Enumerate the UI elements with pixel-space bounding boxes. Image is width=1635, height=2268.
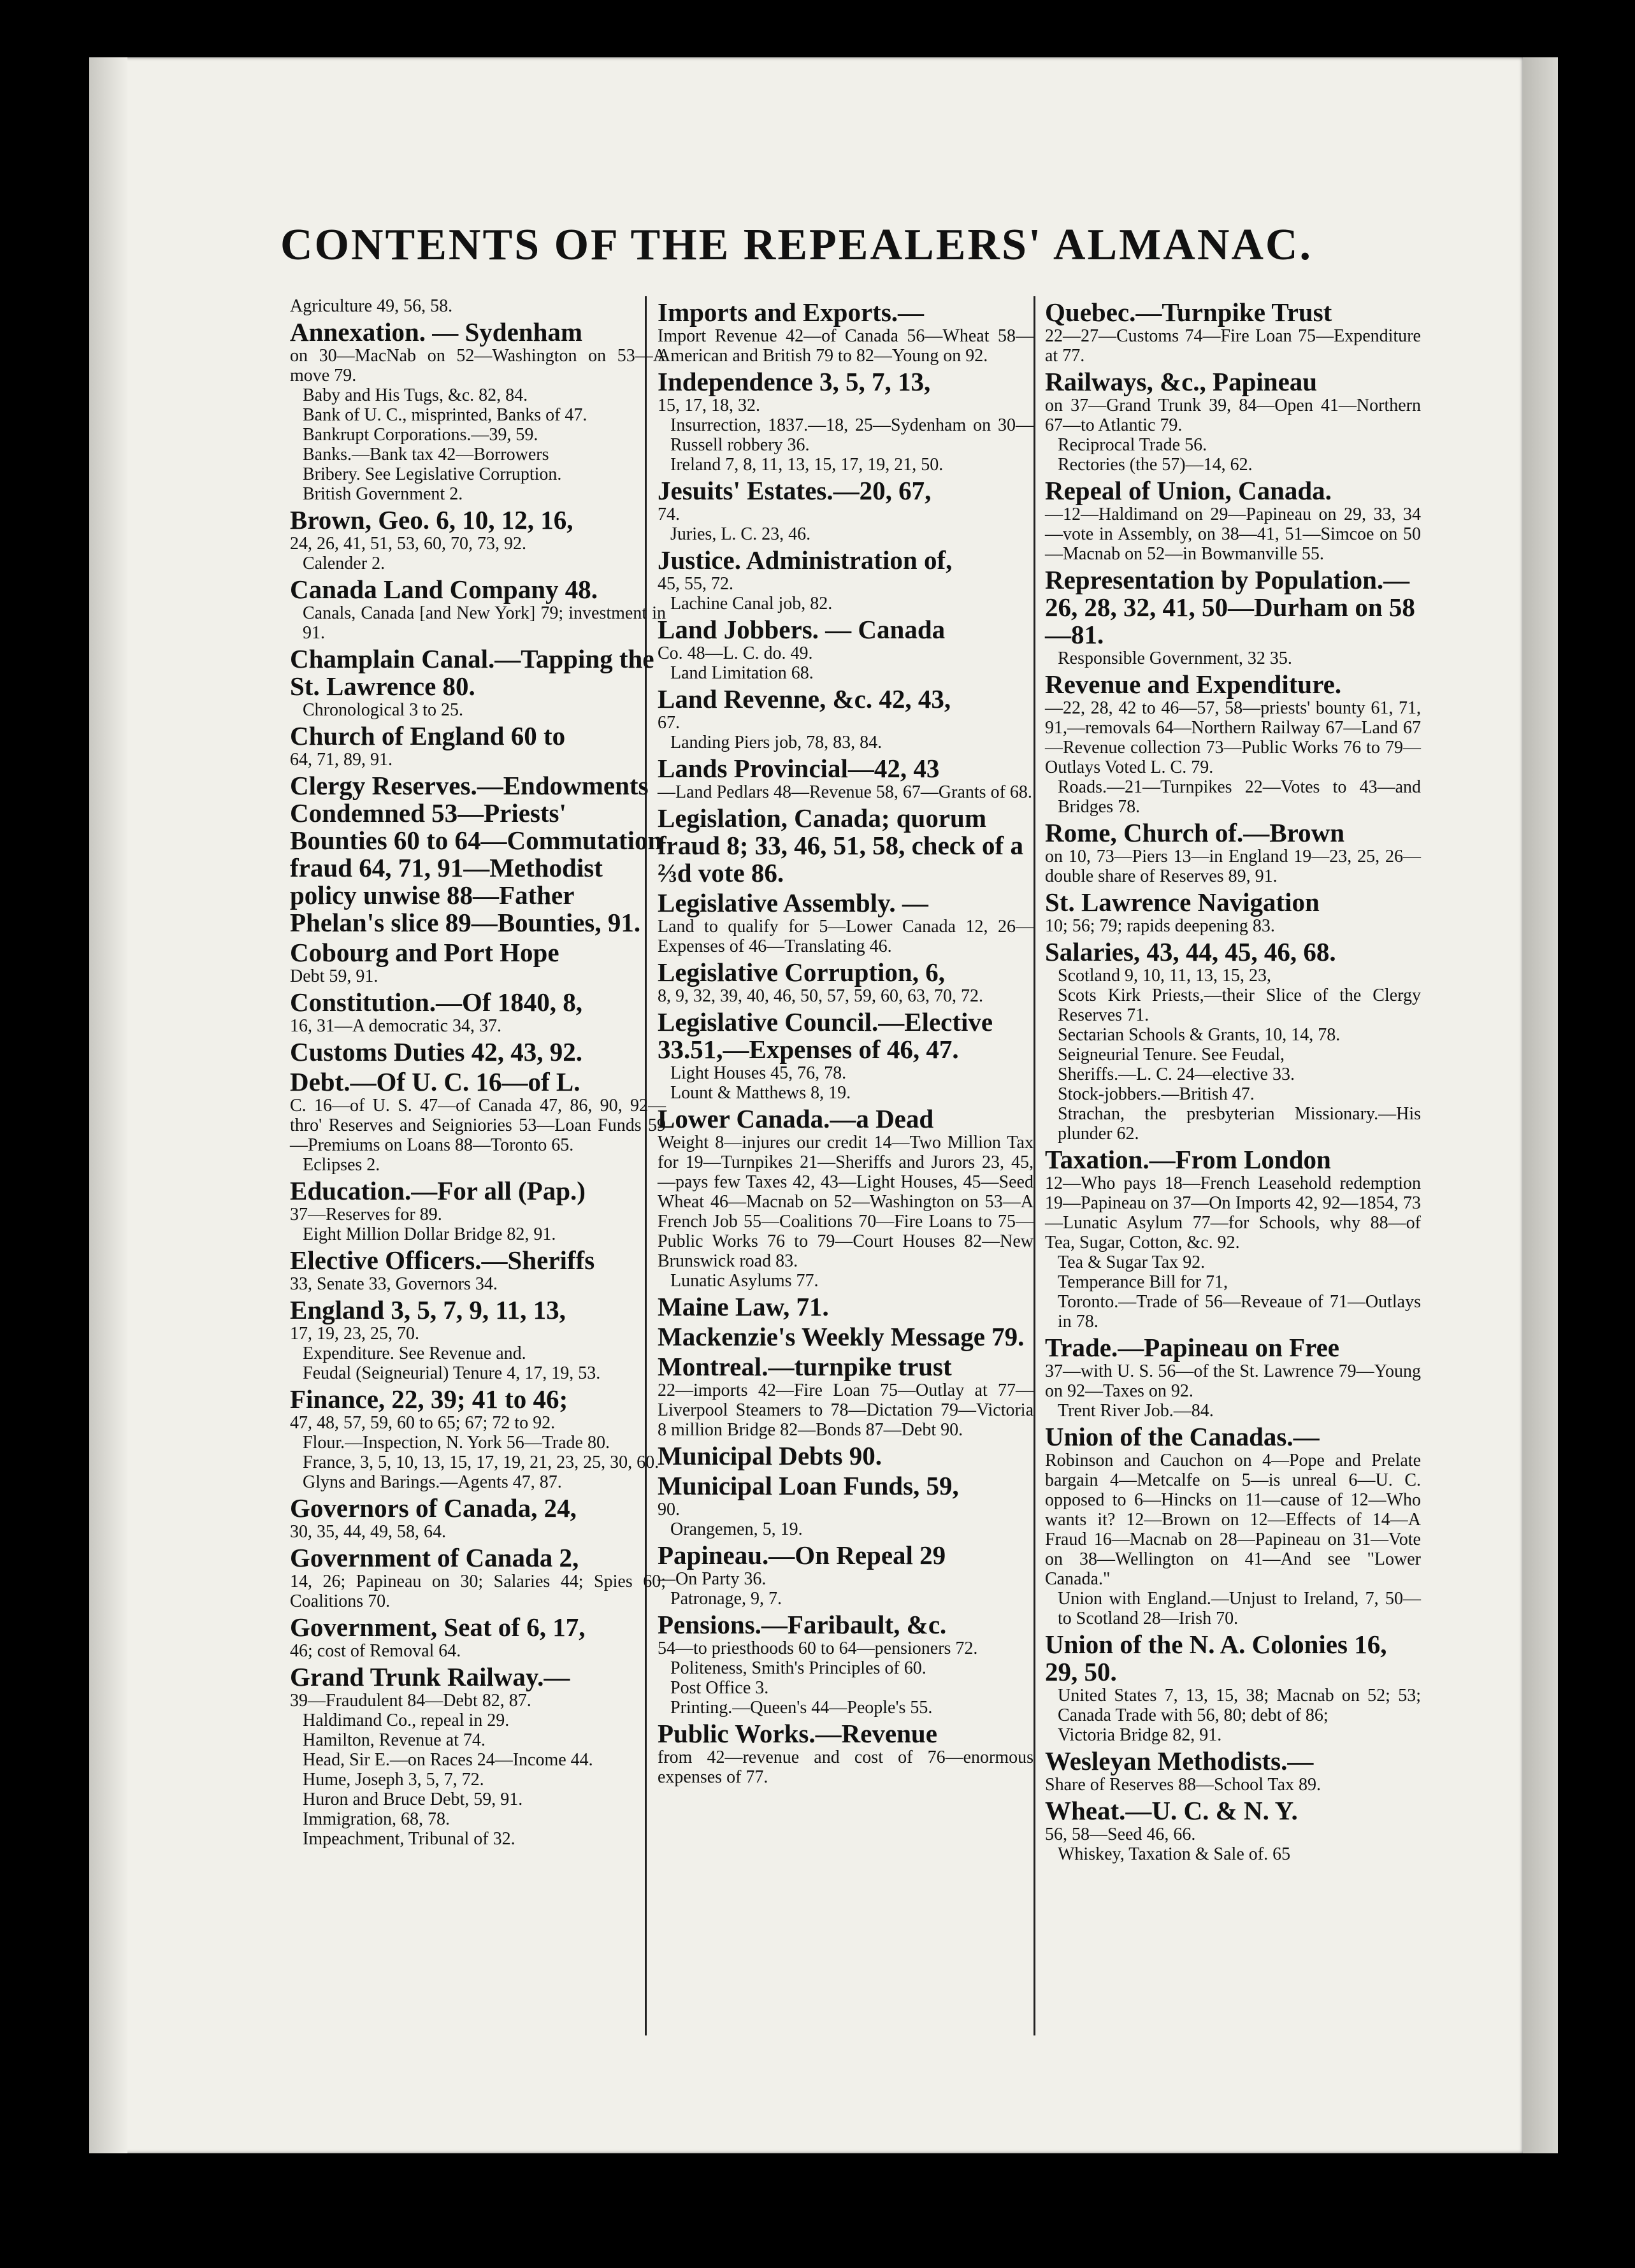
index-entry: 17, 19, 23, 25, 70. [290, 1324, 419, 1344]
index-heading: Representation by Population.—26, 28, 32, 41, 50—Durham on 58—81. [1045, 565, 1415, 649]
index-entry: C. 16—of U. S. 47—of Canada 47, 86, 90, 92—thro' Reserves and Seigniories 53—Loan Funds 59—Premiums on Loans 88—Toronto 65. [290, 1096, 666, 1155]
index-heading: Salaries, 43, 44, 45, 46, 68. [1045, 937, 1336, 966]
index-heading: Independence 3, 5, 7, 13, [658, 367, 931, 396]
index-entry: 67. [658, 713, 680, 733]
index-entry: Head, Sir E.—on Races 24—Income 44. [303, 1750, 593, 1770]
index-heading: Grand Trunk Railway.— [290, 1662, 570, 1691]
facing-page-edge [1523, 57, 1558, 2153]
index-heading: Cobourg and Port Hope [290, 938, 559, 967]
index-entry: Bank of U. C., misprinted, Banks of 47. [303, 405, 587, 425]
index-heading: Brown, Geo. 6, 10, 12, 16, [290, 505, 573, 535]
index-entry: Canals, Canada [and New York] 79; investment in 91. [303, 603, 666, 643]
index-entry: 45, 55, 72. [658, 574, 733, 594]
index-entry: —12—Haldimand on 29—Papineau on 29, 33, 34—vote in Assembly, on 38—41, 51—Simcoe on 50—Macnab on 52—in Bowmanville 55. [1045, 505, 1421, 564]
index-heading: Justice. Administration of, [658, 545, 953, 575]
index-heading: Jesuits' Estates.—20, 67, [658, 476, 932, 505]
index-heading: Railways, &c., Papineau [1045, 367, 1318, 396]
index-entry: Co. 48—L. C. do. 49. [658, 643, 813, 663]
index-heading: Wheat.—U. C. & N. Y. [1045, 1796, 1298, 1825]
index-heading: Legislation, Canada; quorum fraud 8; 33, 46, 51, 58, check of a ⅔d vote 86. [658, 803, 1023, 887]
index-entry: Expenditure. See Revenue and. [303, 1344, 526, 1363]
index-entry: Printing.—Queen's 44—People's 55. [670, 1698, 933, 1718]
index-entry: British Government 2. [303, 484, 463, 504]
index-entry: Lount & Matthews 8, 19. [670, 1083, 851, 1103]
index-entry: 56, 58—Seed 46, 66. [1045, 1825, 1196, 1844]
index-entry: Trent River Job.—84. [1058, 1401, 1214, 1421]
index-entry: Scotland 9, 10, 11, 13, 15, 23, [1058, 966, 1271, 986]
index-entry: Whiskey, Taxation & Sale of. 65 [1058, 1844, 1291, 1864]
index-entry: Robinson and Cauchon on 4—Pope and Prelate bargain 4—Metcalfe on 5—is unreal 6—U. C. opposed to 6—Hincks on 11—cause of 12—Who wants it? 12—Brown on 12—Effects of 14—A Fraud 16—Macnab on 28—Papineau on 31—Vote on 38—Wellington on 41—And see "Lower Canada." [1045, 1451, 1421, 1589]
index-entry: Temperance Bill for 71, [1058, 1272, 1228, 1292]
index-entry: Lunatic Asylums 77. [670, 1271, 819, 1291]
index-entry: Hamilton, Revenue at 74. [303, 1730, 486, 1750]
index-entry: Baby and His Tugs, &c. 82, 84. [303, 385, 528, 405]
index-entry: Share of Reserves 88—School Tax 89. [1045, 1775, 1322, 1795]
index-entry: 22—imports 42—Fire Loan 75—Outlay at 77—Liverpool Steamers to 78—Dictation 79—Victoria 8 million Bridge 82—Bonds 87—Debt 90. [658, 1381, 1034, 1440]
index-entry: Lachine Canal job, 82. [670, 594, 833, 614]
index-entry: 12—Who pays 18—French Leasehold redemption 19—Papineau on 37—On Imports 42, 92—1854, 73—Lunatic Asylum 77—for Schools, why 88—of Tea, Sugar, Cotton, &c. 92. [1045, 1173, 1421, 1252]
index-entry: France, 3, 5, 10, 13, 15, 17, 19, 21, 23, 25, 30, 60. [303, 1453, 659, 1472]
index-heading: Debt.—Of U. C. 16—of L. [290, 1067, 580, 1096]
index-entry: Impeachment, Tribunal of 32. [303, 1829, 515, 1849]
index-entry: Strachan, the presbyterian Missionary.—His plunder 62. [1058, 1104, 1421, 1144]
index-heading: Lower Canada.—a Dead [658, 1104, 934, 1133]
index-entry: 30, 35, 44, 49, 58, 64. [290, 1522, 446, 1542]
index-heading: Government of Canada 2, [290, 1543, 579, 1572]
index-heading: Mackenzie's Weekly Message 79. [658, 1322, 1025, 1351]
index-heading: Municipal Loan Funds, 59, [658, 1471, 959, 1500]
index-entry: 64, 71, 89, 91. [290, 750, 393, 770]
index-heading: Education.—For all (Pap.) [290, 1176, 586, 1205]
index-entry: Juries, L. C. 23, 46. [670, 524, 811, 544]
index-entry: Chronological 3 to 25. [303, 700, 463, 720]
index-heading: Maine Law, 71. [658, 1292, 829, 1321]
index-entry: on 37—Grand Trunk 39, 84—Open 41—Northern 67—to Atlantic 79. [1045, 396, 1421, 435]
index-entry: Responsible Government, 32 35. [1058, 649, 1292, 668]
index-heading: Governors of Canada, 24, [290, 1493, 577, 1523]
column-rule [1034, 296, 1035, 2035]
index-entry: Huron and Bruce Debt, 59, 91. [303, 1790, 523, 1809]
index-entry: 37—with U. S. 56—of the St. Lawrence 79—Young on 92—Taxes on 92. [1045, 1361, 1421, 1401]
index-entry: Sectarian Schools & Grants, 10, 14, 78. [1058, 1025, 1341, 1045]
index-entry: Glyns and Barings.—Agents 47, 87. [303, 1472, 562, 1492]
index-entry: Agriculture 49, 56, 58. [290, 296, 453, 316]
index-entry: Flour.—Inspection, N. York 56—Trade 80. [303, 1433, 610, 1453]
index-entry: Reciprocal Trade 56. [1058, 435, 1207, 455]
index-entry: Debt 59, 91. [290, 966, 378, 986]
index-entry: —Land Pedlars 48—Revenue 58, 67—Grants of 68. [658, 782, 1032, 802]
index-heading: Canada Land Company 48. [290, 575, 598, 604]
index-entry: Haldimand Co., repeal in 29. [303, 1711, 510, 1730]
index-heading: Taxation.—From London [1045, 1145, 1331, 1174]
index-entry: United States 7, 13, 15, 38; Macnab on 52; 53; Canada Trade with 56, 80; debt of 86; [1058, 1686, 1421, 1725]
index-entry: Politeness, Smith's Principles of 60. [670, 1658, 926, 1678]
index-column-3 [1045, 296, 1421, 1864]
index-entry: on 10, 73—Piers 13—in England 19—23, 25, 26—double share of Reserves 89, 91. [1045, 847, 1421, 886]
index-heading: England 3, 5, 7, 9, 11, 13, [290, 1295, 566, 1324]
index-entry: 39—Fraudulent 84—Debt 82, 87. [290, 1691, 531, 1711]
index-heading: Lands Provincial—42, 43 [658, 754, 940, 783]
index-entry: 33, Senate 33, Governors 34. [290, 1274, 498, 1294]
index-entry: Victoria Bridge 82, 91. [1058, 1725, 1222, 1745]
index-heading: Clergy Reserves.—Endowments Condemned 53—Priests' Bounties 60 to 64—Commutation fraud 64, 71, 91—Methodist policy unwise 88—Father Phelan's slice 89—Bounties, 91. [290, 771, 663, 937]
index-heading: Church of England 60 to [290, 721, 566, 750]
index-entry: 47, 48, 57, 59, 60 to 65; 67; 72 to 92. [290, 1413, 556, 1433]
index-entry: Hume, Joseph 3, 5, 7, 72. [303, 1770, 484, 1790]
index-heading: Papineau.—On Repeal 29 [658, 1540, 946, 1570]
index-entry: Tea & Sugar Tax 92. [1058, 1252, 1206, 1272]
index-entry: —On Party 36. [658, 1569, 767, 1589]
index-heading: Annexation. — Sydenham [290, 317, 583, 347]
index-entry: Insurrection, 1837.—18, 25—Sydenham on 30—Russell robbery 36. [670, 415, 1034, 455]
index-entry: 46; cost of Removal 64. [290, 1641, 461, 1661]
index-entry: Land Limitation 68. [670, 663, 814, 683]
index-entry: Landing Piers job, 78, 83, 84. [670, 733, 882, 752]
index-entry: Seigneurial Tenure. See Feudal, [1058, 1045, 1285, 1065]
index-entry: —22, 28, 42 to 46—57, 58—priests' bounty 61, 71, 91,—removals 64—Northern Railway 67—Land 67—Revenue collection 73—Public Works 76 to 79—Outlays Voted L. C. 79. [1045, 698, 1421, 777]
index-heading: Land Revenne, &c. 42, 43, [658, 684, 951, 714]
index-heading: Montreal.—turnpike trust [658, 1352, 952, 1381]
index-heading: Constitution.—Of 1840, 8, [290, 987, 583, 1017]
index-heading: Legislative Assembly. — [658, 888, 928, 917]
index-entry: Eclipses 2. [303, 1155, 380, 1175]
index-heading: Government, Seat of 6, 17, [290, 1612, 586, 1642]
index-heading: Pensions.—Faribault, &c. [658, 1610, 947, 1639]
index-heading: Union of the Canadas.— [1045, 1422, 1320, 1451]
index-entry: Scots Kirk Priests,—their Slice of the Clergy Reserves 71. [1058, 986, 1421, 1025]
index-heading: Trade.—Papineau on Free [1045, 1333, 1339, 1362]
index-entry: Bankrupt Corporations.—39, 59. [303, 425, 538, 445]
index-entry: Light Houses 45, 76, 78. [670, 1063, 847, 1083]
index-heading: Legislative Council.—Elective 33.51,—Expenses of 46, 47. [658, 1007, 993, 1064]
index-entry: 24, 26, 41, 51, 53, 60, 70, 73, 92. [290, 534, 526, 554]
index-entry: Ireland 7, 8, 11, 13, 15, 17, 19, 21, 50. [670, 455, 944, 475]
index-entry: Bribery. See Legislative Corruption. [303, 464, 562, 484]
index-entry: Roads.—21—Turnpikes 22—Votes to 43—and Bridges 78. [1058, 777, 1421, 817]
index-entry: 74. [658, 505, 680, 524]
index-heading: Wesleyan Methodists.— [1045, 1746, 1314, 1776]
index-entry: 15, 17, 18, 32. [658, 396, 760, 415]
index-column-1 [290, 296, 666, 1849]
index-entry: Import Revenue 42—of Canada 56—Wheat 58—American and British 79 to 82—Young on 92. [658, 326, 1034, 366]
index-entry: from 42—revenue and cost of 76—enormous expenses of 77. [658, 1748, 1034, 1787]
index-heading: St. Lawrence Navigation [1045, 887, 1320, 917]
index-entry: 54—to priesthoods 60 to 64—pensioners 72. [658, 1639, 978, 1658]
index-heading: Finance, 22, 39; 41 to 46; [290, 1384, 568, 1414]
index-heading: Customs Duties 42, 43, 92. [290, 1037, 582, 1066]
index-heading: Union of the N. A. Colonies 16, 29, 50. [1045, 1630, 1387, 1686]
index-entry: Sheriffs.—L. C. 24—elective 33. [1058, 1065, 1295, 1084]
index-entry: Toronto.—Trade of 56—Reveaue of 71—Outlays in 78. [1058, 1292, 1421, 1331]
index-entry: 14, 26; Papineau on 30; Salaries 44; Spies 60; Coalitions 70. [290, 1572, 666, 1611]
index-heading: Public Works.—Revenue [658, 1719, 937, 1748]
index-heading: Champlain Canal.—Tapping the St. Lawrence 80. [290, 644, 654, 701]
page-title: CONTENTS OF THE REPEALERS' ALMANAC. [280, 220, 1313, 269]
index-entry: Union with England.—Unjust to Ireland, 7, 50—to Scotland 28—Irish 70. [1058, 1589, 1421, 1628]
index-column-2 [658, 296, 1034, 1787]
index-heading: Rome, Church of.—Brown [1045, 818, 1344, 847]
index-entry: Weight 8—injures our credit 14—Two Million Tax for 19—Turnpikes 21—Sheriffs and Jurors 23, 45,—pays few Taxes 42, 43—Light Houses, 45—Seed Wheat 46—Macnab on 52—Washington on 53—A French Job 55—Coalitions 70—Fire Loans to 75—Public Works 76 to 79—Court Houses 82—New Brunswick road 83. [658, 1133, 1034, 1271]
index-entry: Stock-jobbers.—British 47. [1058, 1084, 1255, 1104]
index-entry: Patronage, 9, 7. [670, 1589, 782, 1609]
index-entry: Rectories (the 57)—14, 62. [1058, 455, 1253, 475]
index-entry: 10; 56; 79; rapids deepening 83. [1045, 916, 1275, 936]
index-entry: Orangemen, 5, 19. [670, 1519, 803, 1539]
index-heading: Municipal Debts 90. [658, 1441, 882, 1470]
index-entry: Calender 2. [303, 554, 385, 573]
index-heading: Legislative Corruption, 6, [658, 958, 945, 987]
index-heading: Quebec.—Turnpike Trust [1045, 298, 1332, 327]
index-entry: 90. [658, 1500, 680, 1519]
index-entry: Land to qualify for 5—Lower Canada 12, 26—Expenses of 46—Translating 46. [658, 917, 1034, 956]
index-entry: Post Office 3. [670, 1678, 769, 1698]
index-entry: 8, 9, 32, 39, 40, 46, 50, 57, 59, 60, 63, 70, 72. [658, 986, 983, 1006]
binding-edge [89, 57, 127, 2153]
index-entry: Immigration, 68, 78. [303, 1809, 450, 1829]
index-entry: 22—27—Customs 74—Fire Loan 75—Expenditure at 77. [1045, 326, 1421, 366]
index-entry: on 30—MacNab on 52—Washington on 53—A move 79. [290, 346, 666, 385]
index-heading: Imports and Exports.— [658, 298, 925, 327]
index-heading: Revenue and Expenditure. [1045, 670, 1342, 699]
index-heading: Land Jobbers. — Canada [658, 615, 946, 644]
index-heading: Elective Officers.—Sheriffs [290, 1245, 595, 1275]
index-heading: Repeal of Union, Canada. [1045, 476, 1332, 505]
index-entry: 37—Reserves for 89. [290, 1205, 442, 1224]
index-entry: Banks.—Bank tax 42—Borrowers [303, 445, 549, 464]
index-entry: 16, 31—A democratic 34, 37. [290, 1016, 502, 1036]
index-entry: Eight Million Dollar Bridge 82, 91. [303, 1224, 556, 1244]
index-entry: Feudal (Seigneurial) Tenure 4, 17, 19, 53. [303, 1363, 601, 1383]
